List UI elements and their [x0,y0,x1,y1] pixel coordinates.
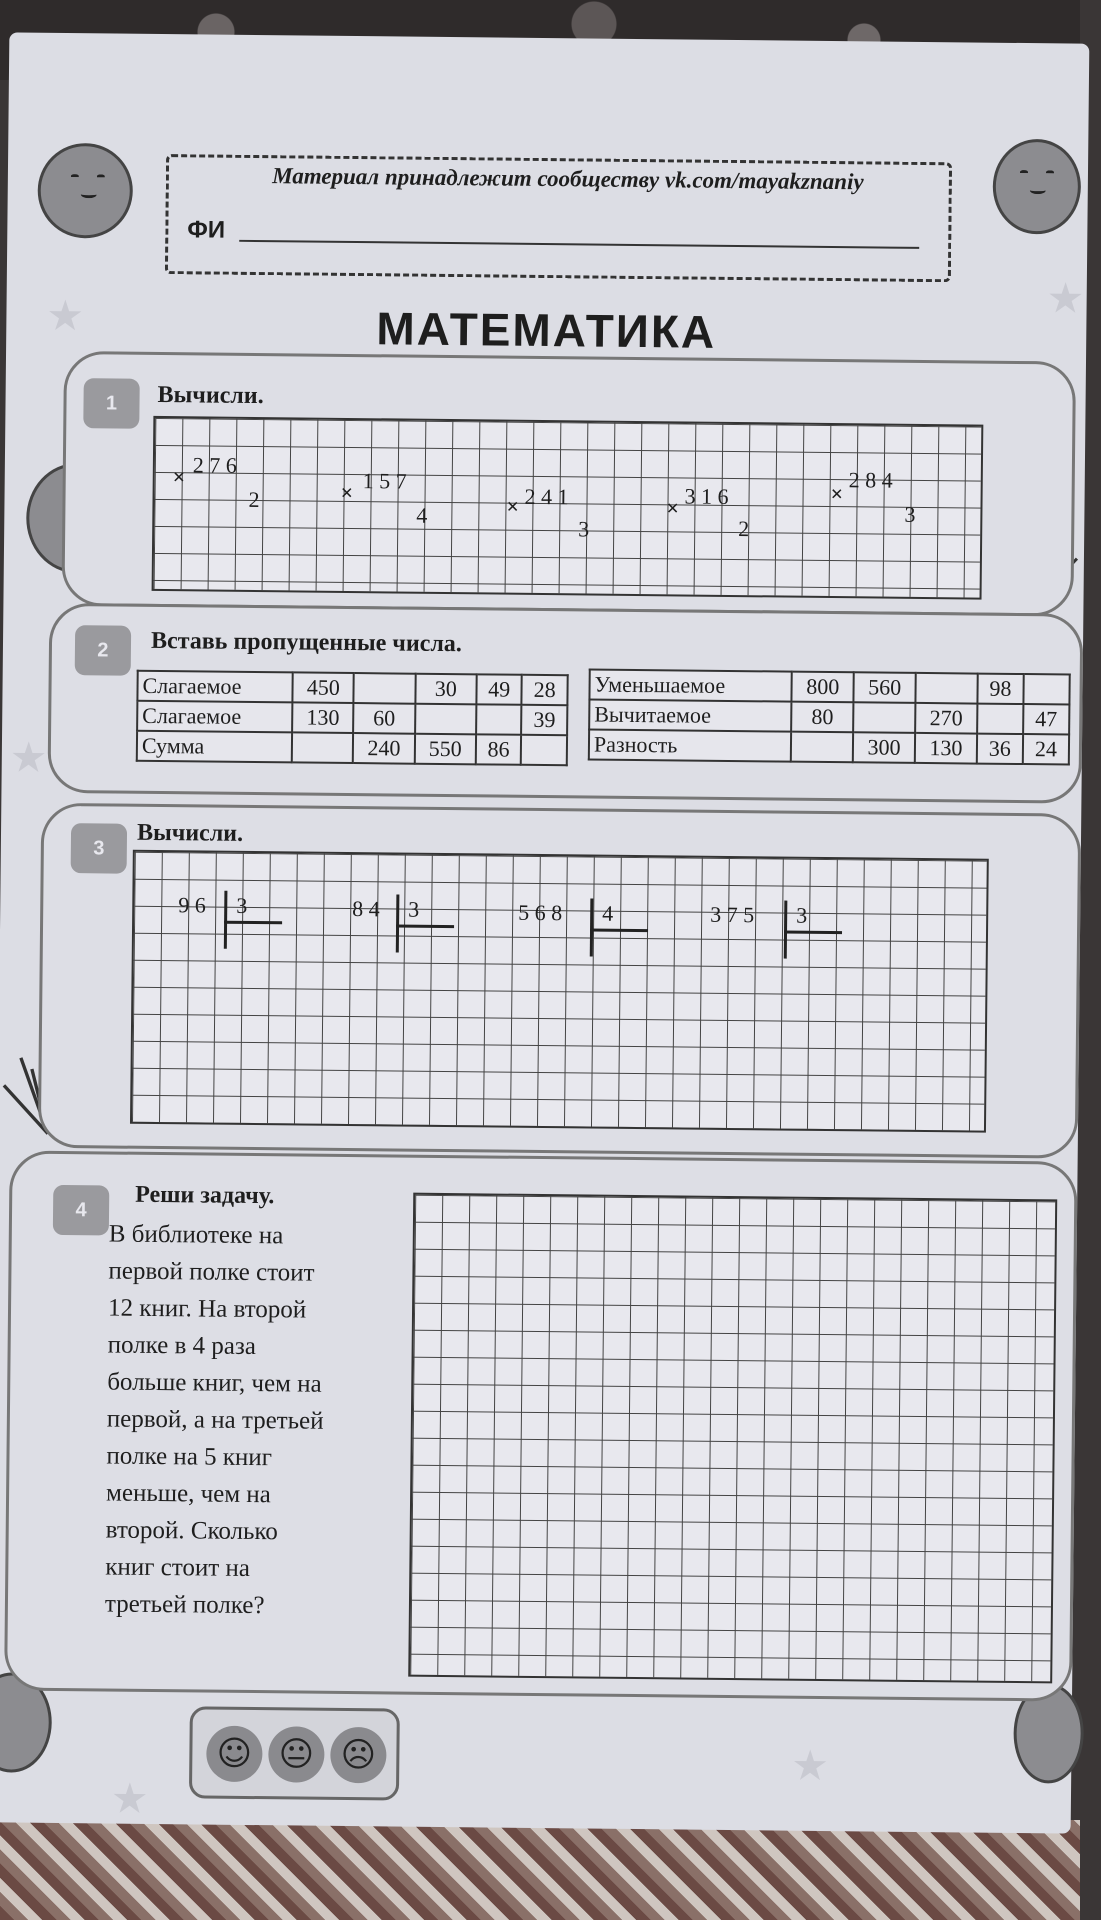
sad-face-icon[interactable]: ☹ [330,1727,387,1784]
problem-line: первой полке стоит [108,1257,315,1287]
worksheet-paper [0,32,1089,1833]
table-cell[interactable]: 450 [293,672,355,703]
task-4-number: 4 [53,1185,110,1236]
table-cell[interactable] [292,732,354,763]
table-cell[interactable]: 800 [792,672,854,703]
star-icon: ★ [9,732,48,782]
table-cell[interactable]: 86 [476,734,522,764]
task-3-grid[interactable] [130,850,989,1133]
table-cell[interactable]: 47 [1023,704,1069,734]
dividend: 9 6 [178,892,206,918]
factor-top: 2 4 1 [524,483,569,510]
row-label: Уменьшаемое [589,670,792,702]
table-cell[interactable]: 60 [353,703,415,734]
division-bracket-horizontal [224,921,282,925]
table-row [589,730,1069,765]
factor-bottom: 2 [248,486,260,513]
problem-line: 12 книг. На второй [107,1294,307,1324]
table-cell[interactable] [1023,674,1069,704]
table-cell[interactable] [354,673,416,704]
task-3-title: Вычисли. [136,819,244,847]
row-label: Слагаемое [137,701,292,733]
task-2-number: 2 [75,625,132,676]
problem-line: третьей полке? [104,1590,265,1620]
divisor: 3 [236,892,248,918]
multiply-sign: × [506,493,520,519]
task-1-number: 1 [83,378,140,429]
problem-line: полке в 4 раза [107,1331,257,1361]
factor-top: 1 5 7 [362,468,407,494]
table-cell[interactable]: 39 [521,705,567,735]
background-rug-bottom [0,1820,1080,1920]
problem-line: меньше, чем на [105,1479,272,1509]
row-label: Слагаемое [137,671,292,703]
table-row [137,701,567,736]
table-cell[interactable]: 130 [292,702,354,733]
dividend: 5 6 8 [518,899,563,926]
problem-line: первой, а на третьей [106,1405,324,1435]
table-cell[interactable]: 270 [915,703,977,734]
factor-bottom: 2 [738,516,750,542]
division-bracket-horizontal [784,931,842,935]
page-title: МАТЕМАТИКА [376,302,717,358]
dinosaur-top-left-illustration [37,143,133,239]
table-cell[interactable]: 98 [977,674,1023,704]
table-cell[interactable]: 300 [853,732,915,763]
problem-line: полке на 5 книг [106,1442,273,1472]
factor-top: 2 8 4 [848,467,893,493]
multiply-sign: × [666,495,680,521]
star-icon: ★ [791,1740,830,1791]
factor-bottom: 4 [416,502,428,528]
table-cell[interactable]: 30 [415,674,477,705]
table-cell[interactable]: 28 [522,675,568,705]
table-cell[interactable]: 24 [1023,734,1069,764]
table-cell[interactable] [853,702,915,733]
name-label: ФИ [187,216,226,244]
dinosaur-top-right-illustration [992,139,1081,235]
division-bracket-horizontal [590,929,648,933]
table-cell[interactable]: 36 [977,734,1023,764]
dividend: 3 7 5 [710,901,755,928]
table-cell[interactable]: 49 [476,674,522,704]
divisor: 3 [408,896,420,922]
addition-table [136,670,569,767]
multiply-sign: × [172,464,186,490]
table-cell[interactable]: 80 [791,702,853,733]
star-icon: ★ [1046,273,1085,323]
factor-top: 2 7 6 [192,452,238,478]
divisor: 4 [602,900,614,926]
problem-line: книг стоит на [105,1553,251,1582]
table-row [137,671,567,706]
table-cell[interactable] [791,732,853,763]
task-4-answer-grid[interactable] [408,1193,1057,1684]
task-2-title: Вставь пропущенные числа. [150,627,463,658]
star-icon: ★ [46,290,85,341]
star-icon: ★ [110,1773,149,1823]
table-cell[interactable] [415,704,477,735]
word-problem-text [105,1216,409,1626]
table-cell[interactable] [521,735,567,765]
divisor: 3 [796,902,808,928]
task-3-number: 3 [71,823,128,874]
division-bracket-horizontal [396,924,454,928]
dividend: 8 4 [352,896,380,922]
table-cell[interactable]: 560 [854,672,916,703]
table-cell[interactable] [476,704,522,734]
table-cell[interactable]: 130 [915,733,977,764]
multiply-sign: × [340,479,354,506]
factor-bottom: 3 [578,516,590,542]
happy-face-icon[interactable]: ☺ [206,1726,263,1783]
subtraction-table [588,668,1071,765]
factor-bottom: 3 [904,501,916,527]
problem-line: больше книг, чем на [107,1368,322,1398]
row-label: Разность [589,730,792,762]
factor-top: 3 1 6 [684,483,729,509]
problem-line: В библиотеке на [108,1220,284,1250]
multiply-sign: × [830,481,844,507]
table-cell[interactable]: 550 [414,734,476,765]
task-1-title: Вычисли. [157,381,264,410]
row-label: Сумма [137,731,292,763]
table-cell[interactable] [915,673,977,704]
self-assessment-box [189,1706,400,1800]
table-row [137,731,567,766]
row-label: Вычитаемое [589,700,792,732]
table-cell[interactable]: 240 [353,733,415,764]
table-cell[interactable] [977,704,1023,734]
neutral-face-icon[interactable]: 😐 [268,1726,325,1783]
task-4-title: Реши задачу. [135,1181,275,1210]
copyright-note: Материал принадлежит сообществу vk.com/mayakznaniy [272,163,864,195]
problem-line: второй. Сколько [105,1516,278,1546]
